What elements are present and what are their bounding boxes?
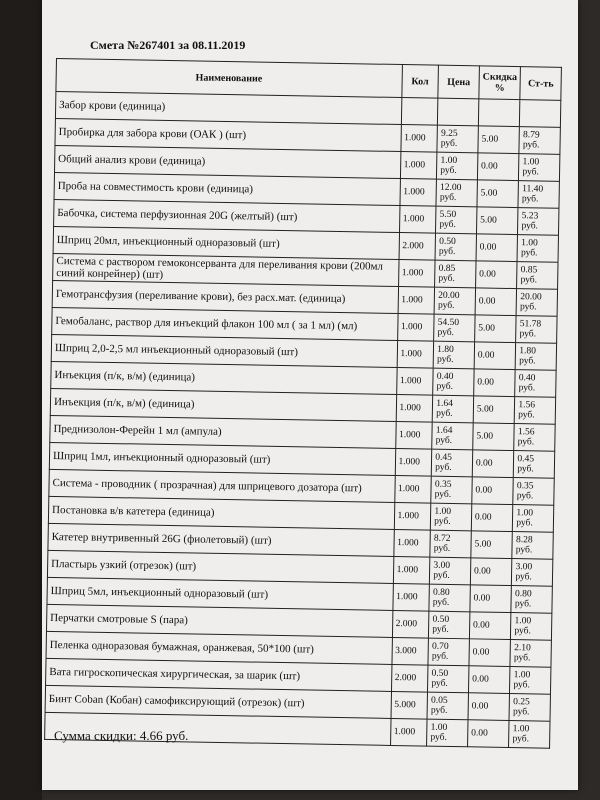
cell-name: Шприц 20мл, инъекционный одноразовый (шт) (53, 226, 399, 259)
cell-price: 54.50 руб. (434, 314, 475, 342)
cell-sum: 1.00 руб. (513, 505, 554, 533)
cell-discount: 0.00 (469, 639, 511, 667)
document-title: Смета №267401 за 08.11.2019 (90, 38, 246, 52)
cell-sum: 11.40 руб. (518, 181, 559, 209)
cell-qty: 2.000 (392, 610, 429, 638)
cell-price: 1.64 руб. (432, 395, 473, 423)
background-left (0, 0, 42, 800)
cell-discount: 5.00 (476, 207, 518, 235)
cell-discount: 5.00 (473, 423, 515, 451)
cell-name: Преднизолон-Ферейн 1 мл (ампула) (50, 415, 396, 448)
cell-price: 3.00 руб. (430, 557, 471, 585)
cell-name: Катетер внутривенный 26G (фиолетовый) (шт) (48, 523, 394, 556)
cell-price: 0.85 руб. (435, 260, 476, 288)
cell-discount: 0.00 (470, 558, 512, 586)
cell-price: 0.45 руб. (432, 449, 473, 477)
cell-qty: 1.000 (399, 179, 436, 207)
cell-price: 5.50 руб. (436, 206, 477, 234)
cell-discount: 5.00 (477, 180, 519, 208)
cell-price: 1.00 руб. (427, 719, 468, 747)
cell-name: Гемотрансфузия (переливание крови), без расх.мат. (единица) (52, 280, 398, 313)
cell-discount: 5.00 (475, 315, 517, 343)
cell-sum: 2.10 руб. (510, 640, 551, 668)
cell-price: 9.25 руб. (437, 125, 478, 153)
cell-qty: 1.000 (397, 314, 434, 342)
cell-name: Инъекция (п/к, в/м) (единица) (50, 388, 396, 421)
cell-sum: 1.00 руб. (517, 235, 558, 263)
cell-qty: 1.000 (400, 125, 437, 153)
cell-name: Шприц 2,0-2,5 мл инъекционный одноразовый (шт) (51, 334, 397, 367)
cell-discount: 0.00 (475, 288, 517, 316)
cell-sum: 1.56 руб. (514, 424, 555, 452)
cell-price: 12.00 руб. (436, 179, 477, 207)
cell-sum: 0.25 руб. (509, 694, 550, 722)
cell-price: 0.05 руб. (427, 692, 468, 720)
cell-qty: 1.000 (400, 152, 437, 180)
cell-name: Гемобаланс, раствор для инъекций флакон 100 мл ( за 1 мл) (мл) (52, 307, 398, 340)
cell-name: Пробирка для забора крови (ОАК ) (шт) (55, 118, 401, 151)
column-header-name: Наименование (56, 59, 402, 98)
cell-name: Пластырь узкий (отрезок) (шт) (47, 550, 393, 583)
cell-name: Бинт Coban (Кобан) самофиксирующий (отрезок) (шт) (45, 685, 391, 718)
cell-name: Система с раствором гемоконсерванта для переливания крови (200мл синий конрейнер) (шт) (53, 253, 399, 286)
total-discount: Сумма скидки: 4.66 руб. (54, 728, 189, 743)
cell-price: 0.50 руб. (428, 665, 469, 693)
cell-qty: 5.000 (391, 691, 428, 719)
cell-price: 8.72 руб. (430, 530, 471, 558)
cell-qty: 1.000 (398, 260, 435, 288)
cell-name: Система - проводник ( прозрачная) для шприцевого дозатора (шт) (49, 469, 395, 502)
cell-discount: 0.00 (476, 234, 518, 262)
cell-name: Бабочка, система перфузионная 20G (желтый) (шт) (54, 199, 400, 232)
cell-sum (520, 100, 561, 128)
cell-sum: 0.85 руб. (517, 262, 558, 290)
cell-discount: 0.00 (471, 504, 513, 532)
cell-discount: 0.00 (469, 612, 511, 640)
cell-price: 1.64 руб. (432, 422, 473, 450)
cell-name: Пеленка одноразовая бумажная, оранжевая, 50*100 (шт) (46, 631, 392, 664)
cell-sum: 20.00 руб. (516, 289, 557, 317)
cell-price (438, 98, 479, 126)
cell-name: Постановка в/в катетера (единица) (48, 496, 394, 529)
cell-qty: 1.000 (397, 340, 434, 368)
cell-sum: 3.00 руб. (512, 559, 553, 587)
cell-qty: 3.000 (391, 637, 428, 665)
cell-qty: 1.000 (395, 448, 432, 476)
cell-discount: 0.00 (468, 666, 510, 694)
cell-sum: 0.45 руб. (514, 451, 555, 479)
cell-price: 1.00 руб. (437, 152, 478, 180)
cell-discount: 0.00 (472, 477, 514, 505)
cell-name: Инъекция (п/к, в/м) (единица) (51, 361, 397, 394)
cell-sum: 8.28 руб. (512, 532, 553, 560)
cell-sum: 1.00 руб. (510, 667, 551, 695)
cell-qty: 1.000 (392, 583, 429, 611)
estimate-table (44, 58, 562, 749)
cell-qty: 1.000 (393, 556, 430, 584)
column-header-discount: Скидка % (479, 66, 521, 100)
cell-sum: 51.78 руб. (516, 316, 557, 344)
cell-discount: 0.00 (474, 369, 516, 397)
cell-sum: 1.56 руб. (515, 397, 556, 425)
cell-price: 0.35 руб. (431, 476, 472, 504)
cell-price: 1.80 руб. (433, 341, 474, 369)
cell-name: Вата гигроскопическая хирургическая, за шарик (шт) (46, 658, 392, 691)
cell-qty: 1.000 (395, 421, 432, 449)
cell-sum: 0.80 руб. (511, 586, 552, 614)
cell-qty: 1.000 (398, 287, 435, 315)
cell-sum: 1.00 руб. (509, 721, 550, 749)
cell-name: Общий анализ крови (единица) (55, 145, 401, 178)
cell-sum: 1.00 руб. (519, 154, 560, 182)
cell-sum: 0.35 руб. (513, 478, 554, 506)
cell-price: 0.80 руб. (429, 584, 470, 612)
cell-name: Шприц 5мл, инъекционный одноразовый (шт) (47, 577, 393, 610)
cell-sum: 8.79 руб. (519, 127, 560, 155)
column-header-qty: Кол (401, 65, 438, 99)
cell-qty: 2.000 (399, 233, 436, 261)
cell-name: Шприц 1мл, инъекционный одноразовый (шт) (49, 442, 395, 475)
cell-discount: 5.00 (478, 126, 520, 154)
cell-name: Забор крови (единица) (55, 92, 401, 125)
cell-qty: 1.000 (396, 367, 433, 395)
column-header-price: Цена (438, 65, 479, 99)
cell-name: Перчатки смотровые S (пара) (46, 604, 392, 637)
cell-qty: 1.000 (394, 502, 431, 530)
cell-sum: 1.00 руб. (511, 613, 552, 641)
cell-qty: 1.000 (396, 394, 433, 422)
cell-sum: 5.23 руб. (518, 208, 559, 236)
cell-price: 0.50 руб. (435, 233, 476, 261)
cell-qty (401, 98, 438, 126)
cell-name: Проба на совместимость крови (единица) (54, 172, 400, 205)
cell-price: 0.50 руб. (429, 611, 470, 639)
cell-discount: 0.00 (470, 585, 512, 613)
cell-qty: 1.000 (394, 475, 431, 503)
cell-discount: 0.00 (467, 720, 509, 748)
table-body (45, 92, 561, 749)
cell-discount: 0.00 (475, 261, 517, 289)
cell-price: 0.70 руб. (428, 638, 469, 666)
cell-discount: 0.00 (477, 153, 519, 181)
cell-discount: 5.00 (471, 531, 513, 559)
cell-sum: 1.80 руб. (515, 343, 556, 371)
cell-price: 0.40 руб. (433, 368, 474, 396)
cell-qty: 1.000 (399, 206, 436, 234)
cell-price: 1.00 руб. (431, 503, 472, 531)
cell-discount (478, 99, 520, 127)
column-header-sum: Ст-ть (520, 67, 561, 101)
cell-price: 20.00 руб. (434, 287, 475, 315)
cell-discount: 0.00 (474, 342, 516, 370)
cell-discount: 5.00 (473, 396, 515, 424)
cell-qty: 1.000 (390, 718, 427, 746)
cell-qty: 1.000 (393, 529, 430, 557)
cell-discount: 0.00 (472, 450, 514, 478)
cell-qty: 2.000 (391, 664, 428, 692)
cell-discount: 0.00 (468, 693, 510, 721)
cell-sum: 0.40 руб. (515, 370, 556, 398)
